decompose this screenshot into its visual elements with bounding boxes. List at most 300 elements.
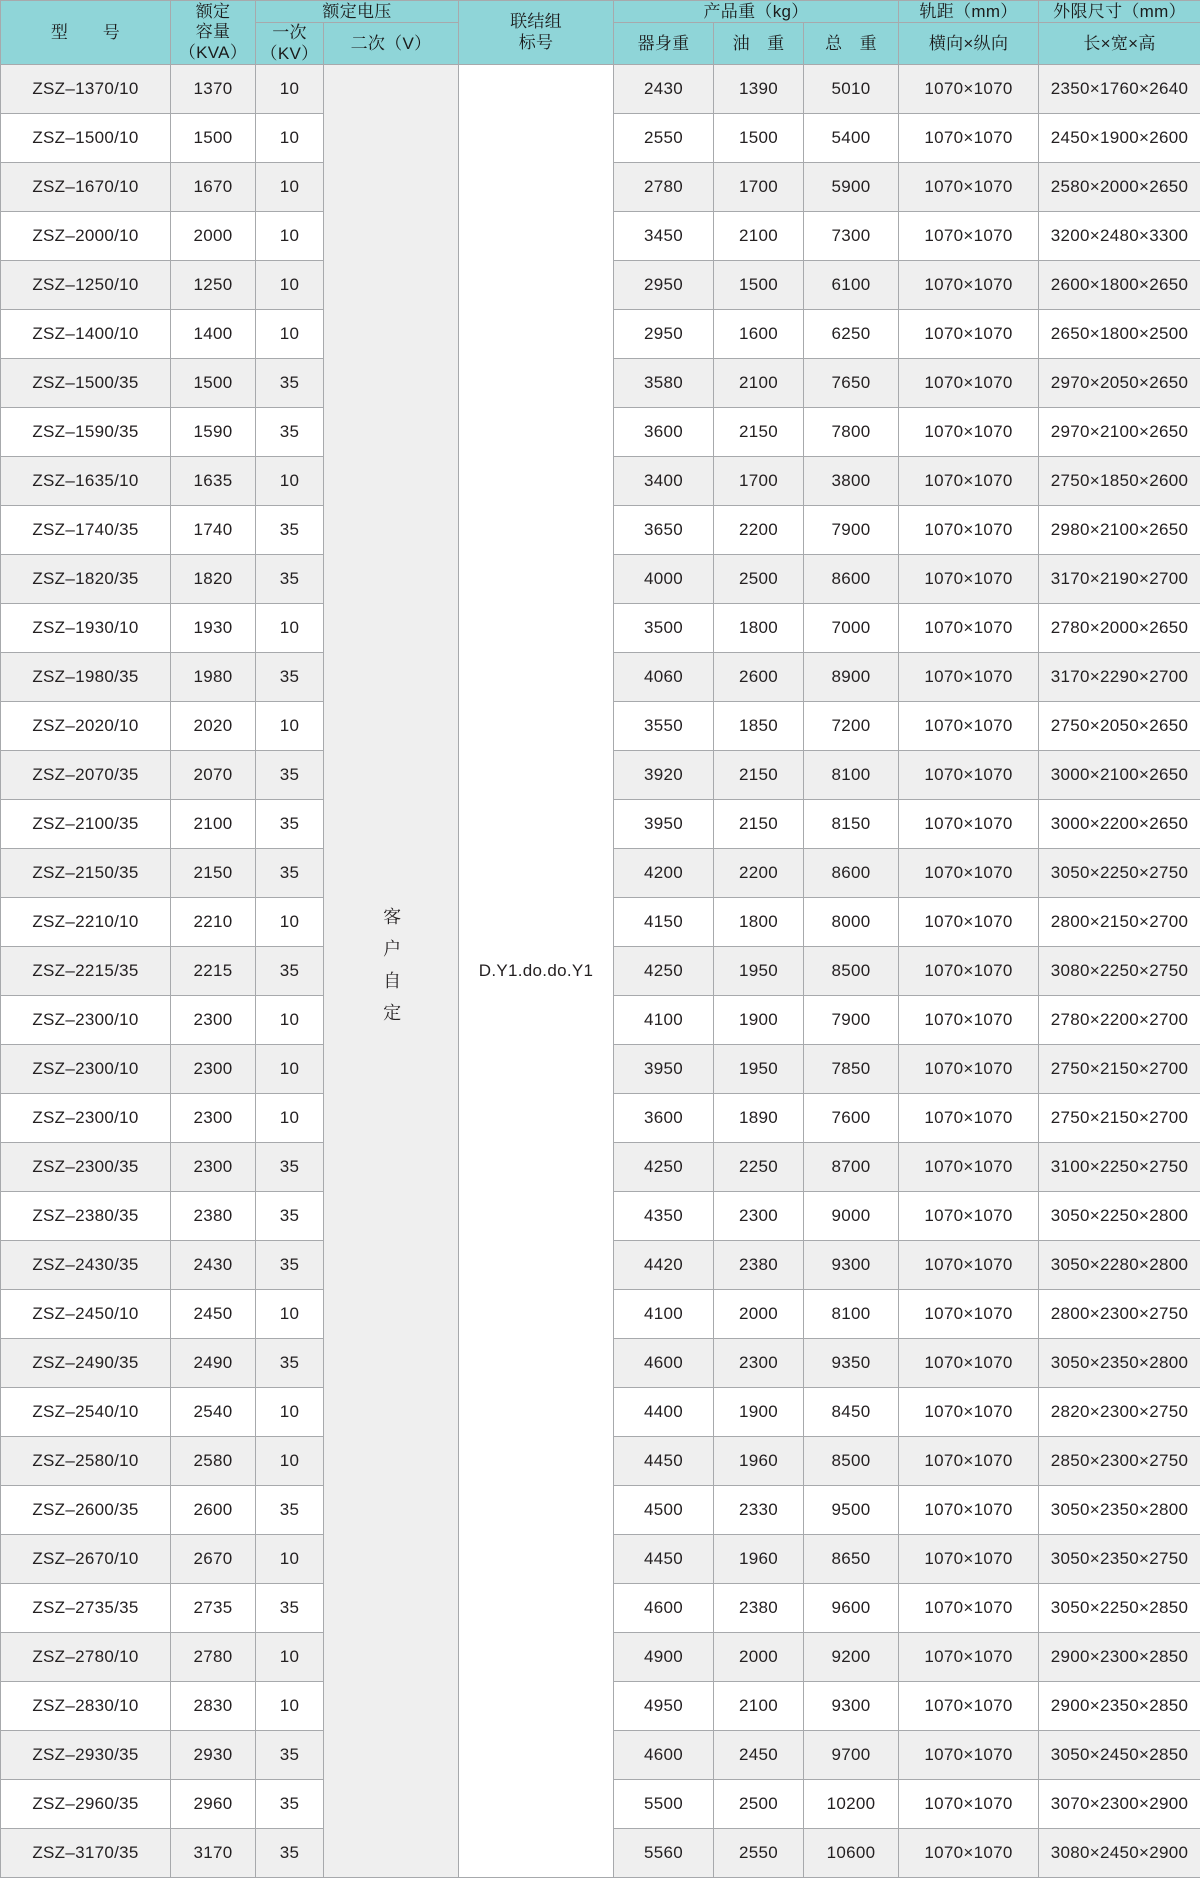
cell-weight-body: 4250: [614, 1143, 714, 1192]
cell-weight-body: 3450: [614, 212, 714, 261]
cell-weight-total: 6250: [804, 310, 899, 359]
cell-primary-voltage: 35: [256, 1584, 324, 1633]
cell-track: 1070×1070: [899, 261, 1039, 310]
cell-model: ZSZ–2150/35: [1, 849, 171, 898]
cell-weight-total: 6100: [804, 261, 899, 310]
cell-size: 3070×2300×2900: [1039, 1780, 1200, 1829]
cell-size: 2580×2000×2650: [1039, 163, 1200, 212]
cell-primary-voltage: 10: [256, 1388, 324, 1437]
cell-capacity: 2070: [171, 751, 256, 800]
cell-capacity: 1500: [171, 114, 256, 163]
header-capacity-line2: 容量: [171, 22, 255, 42]
cell-size: 3200×2480×3300: [1039, 212, 1200, 261]
cell-model: ZSZ–1635/10: [1, 457, 171, 506]
cell-weight-total: 8450: [804, 1388, 899, 1437]
header-capacity-line3: （KVA）: [171, 43, 255, 63]
cell-model: ZSZ–1930/10: [1, 604, 171, 653]
cell-weight-oil: 2150: [714, 408, 804, 457]
cell-size: 3080×2450×2900: [1039, 1829, 1200, 1878]
cell-capacity: 2215: [171, 947, 256, 996]
cell-model: ZSZ–2735/35: [1, 1584, 171, 1633]
cell-weight-total: 8500: [804, 1437, 899, 1486]
cell-track: 1070×1070: [899, 310, 1039, 359]
cell-weight-total: 8600: [804, 849, 899, 898]
cell-capacity: 1980: [171, 653, 256, 702]
cell-weight-oil: 1600: [714, 310, 804, 359]
cell-weight-oil: 2200: [714, 506, 804, 555]
cell-track: 1070×1070: [899, 1731, 1039, 1780]
cell-weight-oil: 1800: [714, 604, 804, 653]
cell-model: ZSZ–2300/35: [1, 1143, 171, 1192]
cell-track: 1070×1070: [899, 1339, 1039, 1388]
cell-size: 2900×2300×2850: [1039, 1633, 1200, 1682]
cell-weight-total: 9300: [804, 1241, 899, 1290]
cell-model: ZSZ–1370/10: [1, 65, 171, 114]
table-header: [1, 1, 1200, 65]
cell-primary-voltage: 35: [256, 947, 324, 996]
header-connection-line2: 标号: [459, 33, 613, 53]
table-row: [1, 65, 1200, 114]
cell-primary-voltage: 35: [256, 1486, 324, 1535]
cell-weight-total: 8700: [804, 1143, 899, 1192]
cell-model: ZSZ–1250/10: [1, 261, 171, 310]
cell-capacity: 2830: [171, 1682, 256, 1731]
header-track-group: 轨距（mm）: [899, 1, 1039, 23]
cell-weight-oil: 2600: [714, 653, 804, 702]
cell-weight-body: 4600: [614, 1731, 714, 1780]
cell-model: ZSZ–1740/35: [1, 506, 171, 555]
cell-size: 3100×2250×2750: [1039, 1143, 1200, 1192]
cell-size: 3050×2250×2800: [1039, 1192, 1200, 1241]
cell-capacity: 2600: [171, 1486, 256, 1535]
cell-size: 2850×2300×2750: [1039, 1437, 1200, 1486]
cell-model: ZSZ–2300/10: [1, 1045, 171, 1094]
cell-track: 1070×1070: [899, 702, 1039, 751]
cell-size: 3050×2250×2750: [1039, 849, 1200, 898]
cell-weight-body: 2550: [614, 114, 714, 163]
cell-capacity: 1635: [171, 457, 256, 506]
cell-capacity: 2380: [171, 1192, 256, 1241]
cell-weight-body: 3580: [614, 359, 714, 408]
cell-size: 2780×2000×2650: [1039, 604, 1200, 653]
cell-track: 1070×1070: [899, 359, 1039, 408]
secondary-voltage-text: 客户自定: [374, 907, 408, 1035]
cell-size: 3170×2290×2700: [1039, 653, 1200, 702]
cell-model: ZSZ–2000/10: [1, 212, 171, 261]
header-rated-voltage: 额定电压: [256, 1, 459, 23]
cell-track: 1070×1070: [899, 604, 1039, 653]
cell-model: ZSZ–2580/10: [1, 1437, 171, 1486]
cell-primary-voltage: 35: [256, 1241, 324, 1290]
cell-weight-oil: 2500: [714, 555, 804, 604]
cell-weight-oil: 1960: [714, 1535, 804, 1584]
cell-weight-total: 3800: [804, 457, 899, 506]
cell-primary-voltage: 35: [256, 359, 324, 408]
header-connection: [459, 1, 614, 65]
cell-weight-total: 5900: [804, 163, 899, 212]
cell-capacity: 2300: [171, 996, 256, 1045]
cell-model: ZSZ–1820/35: [1, 555, 171, 604]
cell-primary-voltage: 10: [256, 898, 324, 947]
cell-track: 1070×1070: [899, 800, 1039, 849]
cell-track: 1070×1070: [899, 1437, 1039, 1486]
cell-capacity: 2780: [171, 1633, 256, 1682]
cell-weight-body: 3600: [614, 408, 714, 457]
header-secondary-voltage: 二次（V）: [324, 23, 459, 65]
cell-weight-body: 3550: [614, 702, 714, 751]
cell-model: ZSZ–2540/10: [1, 1388, 171, 1437]
cell-weight-oil: 2150: [714, 800, 804, 849]
cell-size: 3050×2350×2800: [1039, 1486, 1200, 1535]
cell-model: ZSZ–1980/35: [1, 653, 171, 702]
cell-weight-body: 2950: [614, 310, 714, 359]
cell-capacity: 1590: [171, 408, 256, 457]
cell-weight-total: 5400: [804, 114, 899, 163]
cell-capacity: 2300: [171, 1045, 256, 1094]
cell-size: 2750×2150×2700: [1039, 1094, 1200, 1143]
cell-track: 1070×1070: [899, 1192, 1039, 1241]
cell-primary-voltage: 35: [256, 849, 324, 898]
cell-track: 1070×1070: [899, 114, 1039, 163]
cell-size: 3050×2280×2800: [1039, 1241, 1200, 1290]
cell-size: 2600×1800×2650: [1039, 261, 1200, 310]
cell-capacity: 1670: [171, 163, 256, 212]
cell-track: 1070×1070: [899, 1094, 1039, 1143]
cell-model: ZSZ–2215/35: [1, 947, 171, 996]
cell-track: 1070×1070: [899, 408, 1039, 457]
cell-size: 2780×2200×2700: [1039, 996, 1200, 1045]
cell-weight-oil: 1890: [714, 1094, 804, 1143]
cell-model: ZSZ–2300/10: [1, 1094, 171, 1143]
header-capacity-line1: 额定: [171, 2, 255, 22]
cell-capacity: 1740: [171, 506, 256, 555]
cell-capacity: 2670: [171, 1535, 256, 1584]
cell-track: 1070×1070: [899, 1829, 1039, 1878]
cell-capacity: 2100: [171, 800, 256, 849]
cell-size: 2450×1900×2600: [1039, 114, 1200, 163]
cell-weight-total: 8500: [804, 947, 899, 996]
cell-track: 1070×1070: [899, 1535, 1039, 1584]
cell-track: 1070×1070: [899, 1682, 1039, 1731]
cell-weight-body: 3950: [614, 1045, 714, 1094]
cell-primary-voltage: 35: [256, 653, 324, 702]
header-weight-total: 总 重: [804, 23, 899, 65]
cell-weight-oil: 1900: [714, 996, 804, 1045]
cell-weight-body: 4450: [614, 1437, 714, 1486]
cell-capacity: 2930: [171, 1731, 256, 1780]
cell-capacity: 3170: [171, 1829, 256, 1878]
cell-weight-total: 7850: [804, 1045, 899, 1094]
cell-track: 1070×1070: [899, 212, 1039, 261]
cell-weight-body: 4100: [614, 996, 714, 1045]
cell-weight-oil: 2300: [714, 1339, 804, 1388]
cell-primary-voltage: 10: [256, 1045, 324, 1094]
cell-weight-total: 8900: [804, 653, 899, 702]
cell-primary-voltage: 35: [256, 506, 324, 555]
cell-weight-total: 8600: [804, 555, 899, 604]
header-capacity: [171, 1, 256, 65]
cell-size: 3000×2100×2650: [1039, 751, 1200, 800]
cell-weight-body: 2950: [614, 261, 714, 310]
cell-weight-oil: 2500: [714, 1780, 804, 1829]
cell-capacity: 1400: [171, 310, 256, 359]
cell-track: 1070×1070: [899, 849, 1039, 898]
cell-connection-merged: D.Y1.do.do.Y1: [459, 65, 614, 1878]
cell-capacity: 2430: [171, 1241, 256, 1290]
cell-weight-total: 8100: [804, 751, 899, 800]
cell-weight-total: 9600: [804, 1584, 899, 1633]
cell-model: ZSZ–2490/35: [1, 1339, 171, 1388]
cell-model: ZSZ–2600/35: [1, 1486, 171, 1535]
cell-weight-total: 5010: [804, 65, 899, 114]
cell-capacity: 2960: [171, 1780, 256, 1829]
cell-weight-total: 8100: [804, 1290, 899, 1339]
cell-weight-body: 4420: [614, 1241, 714, 1290]
cell-primary-voltage: 10: [256, 1437, 324, 1486]
cell-primary-voltage: 10: [256, 1633, 324, 1682]
cell-model: ZSZ–2210/10: [1, 898, 171, 947]
cell-weight-total: 7200: [804, 702, 899, 751]
cell-capacity: 2150: [171, 849, 256, 898]
cell-weight-oil: 1850: [714, 702, 804, 751]
cell-weight-oil: 2100: [714, 1682, 804, 1731]
cell-weight-body: 3600: [614, 1094, 714, 1143]
cell-model: ZSZ–1500/35: [1, 359, 171, 408]
header-row-1: [1, 1, 1200, 23]
cell-track: 1070×1070: [899, 1584, 1039, 1633]
cell-capacity: 2540: [171, 1388, 256, 1437]
cell-weight-oil: 1500: [714, 114, 804, 163]
cell-weight-oil: 2380: [714, 1584, 804, 1633]
cell-weight-body: 5500: [614, 1780, 714, 1829]
cell-weight-oil: 1960: [714, 1437, 804, 1486]
cell-weight-total: 7900: [804, 996, 899, 1045]
cell-primary-voltage: 10: [256, 1535, 324, 1584]
cell-weight-oil: 2550: [714, 1829, 804, 1878]
cell-weight-body: 3500: [614, 604, 714, 653]
cell-primary-voltage: 10: [256, 457, 324, 506]
cell-size: 3080×2250×2750: [1039, 947, 1200, 996]
cell-weight-oil: 2450: [714, 1731, 804, 1780]
cell-track: 1070×1070: [899, 163, 1039, 212]
cell-weight-oil: 1700: [714, 163, 804, 212]
cell-model: ZSZ–2300/10: [1, 996, 171, 1045]
cell-weight-body: 2430: [614, 65, 714, 114]
cell-weight-body: 4500: [614, 1486, 714, 1535]
cell-size: 3170×2190×2700: [1039, 555, 1200, 604]
cell-weight-oil: 2100: [714, 359, 804, 408]
cell-model: ZSZ–2450/10: [1, 1290, 171, 1339]
cell-weight-oil: 1950: [714, 1045, 804, 1094]
cell-size: 2750×2050×2650: [1039, 702, 1200, 751]
cell-weight-total: 7900: [804, 506, 899, 555]
cell-track: 1070×1070: [899, 947, 1039, 996]
cell-weight-total: 9000: [804, 1192, 899, 1241]
cell-track: 1070×1070: [899, 1388, 1039, 1437]
cell-primary-voltage: 35: [256, 555, 324, 604]
cell-weight-total: 8000: [804, 898, 899, 947]
cell-weight-total: 7300: [804, 212, 899, 261]
cell-track: 1070×1070: [899, 1780, 1039, 1829]
cell-weight-body: 4450: [614, 1535, 714, 1584]
cell-model: ZSZ–2780/10: [1, 1633, 171, 1682]
cell-weight-body: 4060: [614, 653, 714, 702]
header-primary-line1: 一次: [256, 23, 323, 43]
cell-size: 2900×2350×2850: [1039, 1682, 1200, 1731]
cell-primary-voltage: 35: [256, 1339, 324, 1388]
cell-primary-voltage: 35: [256, 408, 324, 457]
cell-size: 2650×1800×2500: [1039, 310, 1200, 359]
cell-size: 2970×2100×2650: [1039, 408, 1200, 457]
cell-model: ZSZ–2670/10: [1, 1535, 171, 1584]
cell-primary-voltage: 10: [256, 261, 324, 310]
cell-weight-oil: 2000: [714, 1633, 804, 1682]
header-primary-voltage: [256, 23, 324, 65]
cell-track: 1070×1070: [899, 65, 1039, 114]
cell-weight-total: 10200: [804, 1780, 899, 1829]
cell-weight-oil: 2330: [714, 1486, 804, 1535]
cell-model: ZSZ–1590/35: [1, 408, 171, 457]
cell-secondary-voltage-merged: [324, 65, 459, 1878]
cell-size: 3050×2350×2750: [1039, 1535, 1200, 1584]
cell-primary-voltage: 35: [256, 1829, 324, 1878]
cell-weight-total: 9350: [804, 1339, 899, 1388]
cell-track: 1070×1070: [899, 1045, 1039, 1094]
cell-track: 1070×1070: [899, 555, 1039, 604]
cell-weight-oil: 2300: [714, 1192, 804, 1241]
cell-capacity: 1250: [171, 261, 256, 310]
cell-track: 1070×1070: [899, 1633, 1039, 1682]
cell-model: ZSZ–3170/35: [1, 1829, 171, 1878]
cell-weight-oil: 2200: [714, 849, 804, 898]
cell-size: 2970×2050×2650: [1039, 359, 1200, 408]
cell-primary-voltage: 10: [256, 604, 324, 653]
cell-weight-body: 4600: [614, 1584, 714, 1633]
cell-weight-oil: 1900: [714, 1388, 804, 1437]
cell-weight-body: 4950: [614, 1682, 714, 1731]
cell-weight-body: 3650: [614, 506, 714, 555]
cell-track: 1070×1070: [899, 506, 1039, 555]
header-size-sub: 长×宽×高: [1039, 23, 1200, 65]
cell-capacity: 2580: [171, 1437, 256, 1486]
cell-capacity: 2450: [171, 1290, 256, 1339]
cell-capacity: 2490: [171, 1339, 256, 1388]
cell-weight-body: 4000: [614, 555, 714, 604]
cell-track: 1070×1070: [899, 1143, 1039, 1192]
cell-weight-body: 4250: [614, 947, 714, 996]
cell-track: 1070×1070: [899, 751, 1039, 800]
cell-weight-total: 9500: [804, 1486, 899, 1535]
cell-primary-voltage: 10: [256, 996, 324, 1045]
cell-model: ZSZ–1400/10: [1, 310, 171, 359]
cell-weight-total: 8150: [804, 800, 899, 849]
cell-weight-total: 8650: [804, 1535, 899, 1584]
cell-size: 2750×2150×2700: [1039, 1045, 1200, 1094]
header-weight-body: 器身重: [614, 23, 714, 65]
cell-capacity: 1370: [171, 65, 256, 114]
cell-primary-voltage: 10: [256, 65, 324, 114]
cell-model: ZSZ–2380/35: [1, 1192, 171, 1241]
cell-model: ZSZ–2070/35: [1, 751, 171, 800]
cell-weight-body: 4400: [614, 1388, 714, 1437]
cell-track: 1070×1070: [899, 898, 1039, 947]
cell-primary-voltage: 10: [256, 310, 324, 359]
cell-size: 3050×2250×2850: [1039, 1584, 1200, 1633]
cell-weight-total: 10600: [804, 1829, 899, 1878]
cell-weight-body: 2780: [614, 163, 714, 212]
cell-weight-total: 9300: [804, 1682, 899, 1731]
cell-primary-voltage: 35: [256, 1731, 324, 1780]
cell-weight-oil: 1800: [714, 898, 804, 947]
cell-weight-total: 9200: [804, 1633, 899, 1682]
cell-size: 2800×2300×2750: [1039, 1290, 1200, 1339]
cell-primary-voltage: 10: [256, 1682, 324, 1731]
cell-capacity: 2300: [171, 1143, 256, 1192]
cell-weight-body: 4900: [614, 1633, 714, 1682]
cell-model: ZSZ–2100/35: [1, 800, 171, 849]
cell-size: 2750×1850×2600: [1039, 457, 1200, 506]
header-primary-line2: （KV）: [256, 44, 323, 64]
cell-weight-oil: 2380: [714, 1241, 804, 1290]
cell-track: 1070×1070: [899, 1241, 1039, 1290]
cell-weight-oil: 1700: [714, 457, 804, 506]
cell-weight-body: 4150: [614, 898, 714, 947]
cell-primary-voltage: 35: [256, 800, 324, 849]
cell-capacity: 2000: [171, 212, 256, 261]
cell-weight-total: 7000: [804, 604, 899, 653]
cell-model: ZSZ–1500/10: [1, 114, 171, 163]
cell-weight-oil: 2250: [714, 1143, 804, 1192]
table-body: [1, 65, 1200, 1878]
cell-weight-oil: 2100: [714, 212, 804, 261]
cell-weight-total: 7600: [804, 1094, 899, 1143]
cell-primary-voltage: 10: [256, 1290, 324, 1339]
cell-model: ZSZ–2930/35: [1, 1731, 171, 1780]
cell-track: 1070×1070: [899, 1486, 1039, 1535]
cell-weight-body: 3950: [614, 800, 714, 849]
cell-size: 2820×2300×2750: [1039, 1388, 1200, 1437]
cell-weight-body: 3400: [614, 457, 714, 506]
cell-weight-body: 4600: [614, 1339, 714, 1388]
cell-model: ZSZ–2830/10: [1, 1682, 171, 1731]
cell-capacity: 2300: [171, 1094, 256, 1143]
cell-primary-voltage: 35: [256, 1143, 324, 1192]
cell-capacity: 2735: [171, 1584, 256, 1633]
cell-track: 1070×1070: [899, 457, 1039, 506]
header-weight-oil: 油 重: [714, 23, 804, 65]
cell-track: 1070×1070: [899, 653, 1039, 702]
header-track-sub: 横向×纵向: [899, 23, 1039, 65]
cell-size: 3050×2350×2800: [1039, 1339, 1200, 1388]
cell-primary-voltage: 35: [256, 1192, 324, 1241]
cell-primary-voltage: 10: [256, 1094, 324, 1143]
header-size-group: 外限尺寸（mm）: [1039, 1, 1200, 23]
cell-weight-total: 9700: [804, 1731, 899, 1780]
cell-weight-total: 7650: [804, 359, 899, 408]
cell-capacity: 1500: [171, 359, 256, 408]
cell-track: 1070×1070: [899, 996, 1039, 1045]
cell-primary-voltage: 10: [256, 212, 324, 261]
cell-weight-oil: 1390: [714, 65, 804, 114]
cell-weight-oil: 1500: [714, 261, 804, 310]
cell-capacity: 2020: [171, 702, 256, 751]
cell-model: ZSZ–2020/10: [1, 702, 171, 751]
cell-size: 3000×2200×2650: [1039, 800, 1200, 849]
header-model: 型 号: [1, 1, 171, 65]
cell-capacity: 2210: [171, 898, 256, 947]
cell-primary-voltage: 10: [256, 163, 324, 212]
cell-weight-oil: 2000: [714, 1290, 804, 1339]
